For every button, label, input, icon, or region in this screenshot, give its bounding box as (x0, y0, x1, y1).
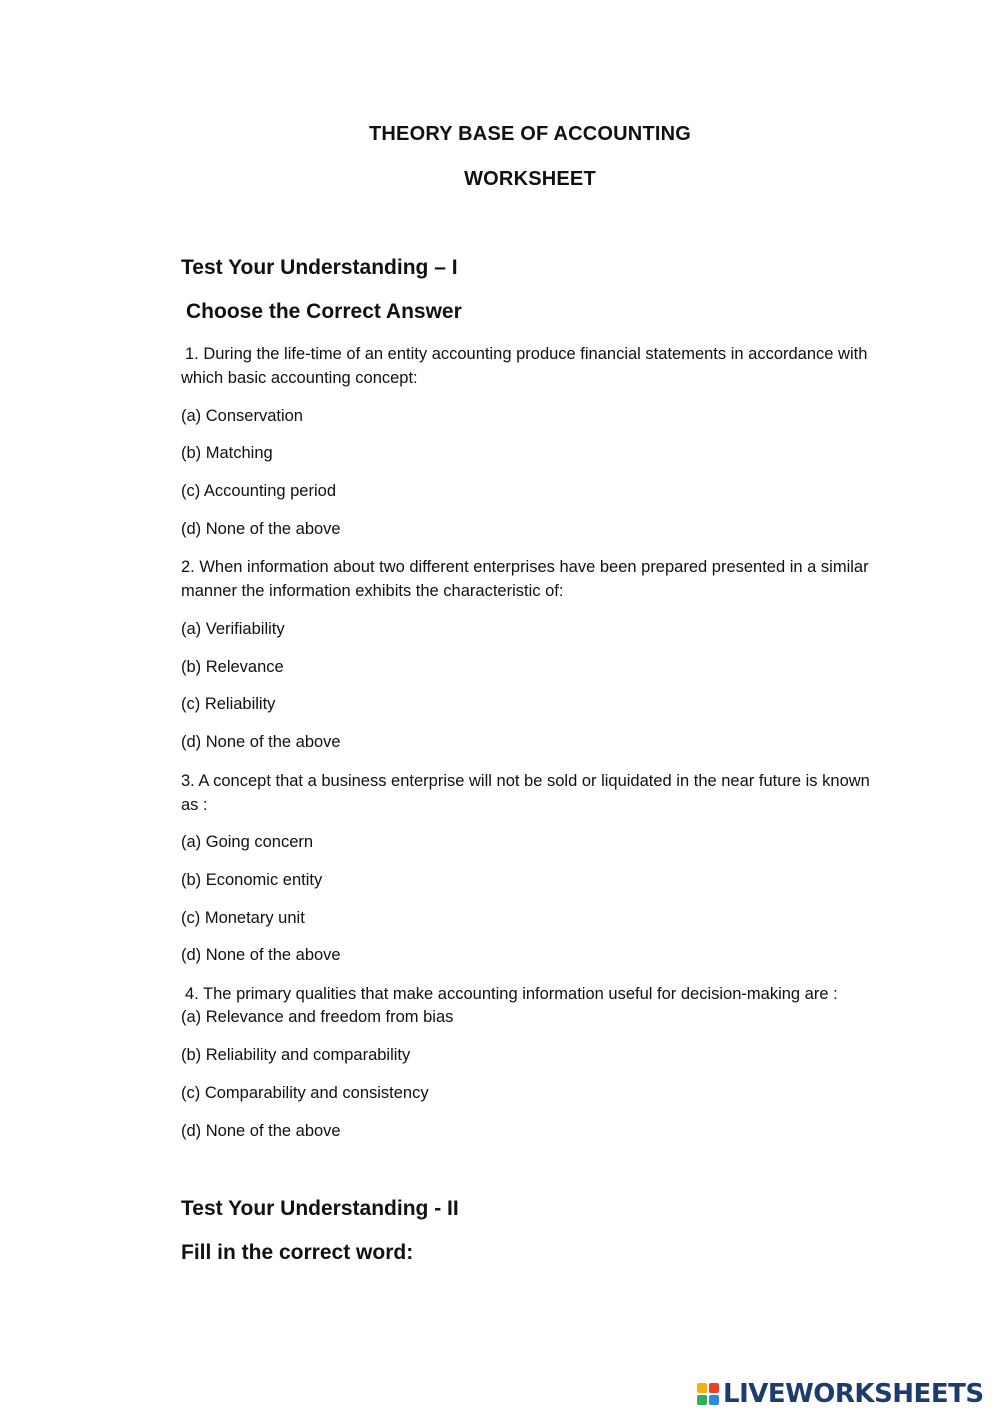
question-2-option-a: (a) Verifiability (181, 620, 285, 638)
question-2-option-c: (c) Reliability (181, 695, 276, 713)
document-subtitle: WORKSHEET (464, 168, 596, 190)
question-1-option-d: (d) None of the above (181, 520, 341, 538)
liveworksheets-mark-icon (697, 1383, 719, 1405)
question-3-option-a: (a) Going concern (181, 833, 314, 851)
liveworksheets-logo[interactable] (697, 1378, 984, 1410)
document-title: THEORY BASE OF ACCOUNTING (368, 123, 692, 145)
question-3-option-d: (d) None of the above (181, 946, 341, 964)
section-1-instruction: Choose the Correct Answer (186, 300, 462, 323)
logo-square (697, 1383, 707, 1393)
question-1-option-b: (b) Matching (181, 444, 273, 462)
question-4-option-c: (c) Comparability and consistency (181, 1084, 429, 1102)
question-3-text: 3. A concept that a business enterprise will not be sold or liquidated in the near future is known as : (181, 772, 870, 814)
question-2-text: 2. When information about two different enterprises have been prepared presented in a similar manner the information exhibits the characteristic of: (181, 558, 869, 600)
question-1-text: 1. During the life-time of an entity accounting produce financial statements in accordance with which basic accounting concept: (181, 345, 868, 387)
logo-square (697, 1395, 707, 1405)
question-2-option-d: (d) None of the above (181, 733, 341, 751)
question-4-option-a: (a) Relevance and freedom from bias (181, 1008, 454, 1026)
section-2-instruction: Fill in the correct word: (181, 1241, 414, 1264)
logo-text: LIVEWORKSHEETS (723, 1379, 984, 1409)
question-3-option-b: (b) Economic entity (181, 871, 323, 889)
question-1-option-a: (a) Conservation (181, 407, 303, 425)
question-4-text: 4. The primary qualities that make accounting information useful for decision-making are : (185, 985, 838, 1003)
question-4-option-b: (b) Reliability and comparability (181, 1046, 411, 1064)
question-1-option-c: (c) Accounting period (181, 482, 337, 500)
logo-square (709, 1383, 719, 1393)
question-3-option-c: (c) Monetary unit (181, 909, 305, 927)
section-2-heading: Test Your Understanding - II (181, 1197, 459, 1220)
question-2-option-b: (b) Relevance (181, 658, 284, 676)
logo-square (709, 1395, 719, 1405)
question-4-option-d: (d) None of the above (181, 1122, 341, 1140)
section-1-heading: Test Your Understanding – I (181, 256, 458, 279)
